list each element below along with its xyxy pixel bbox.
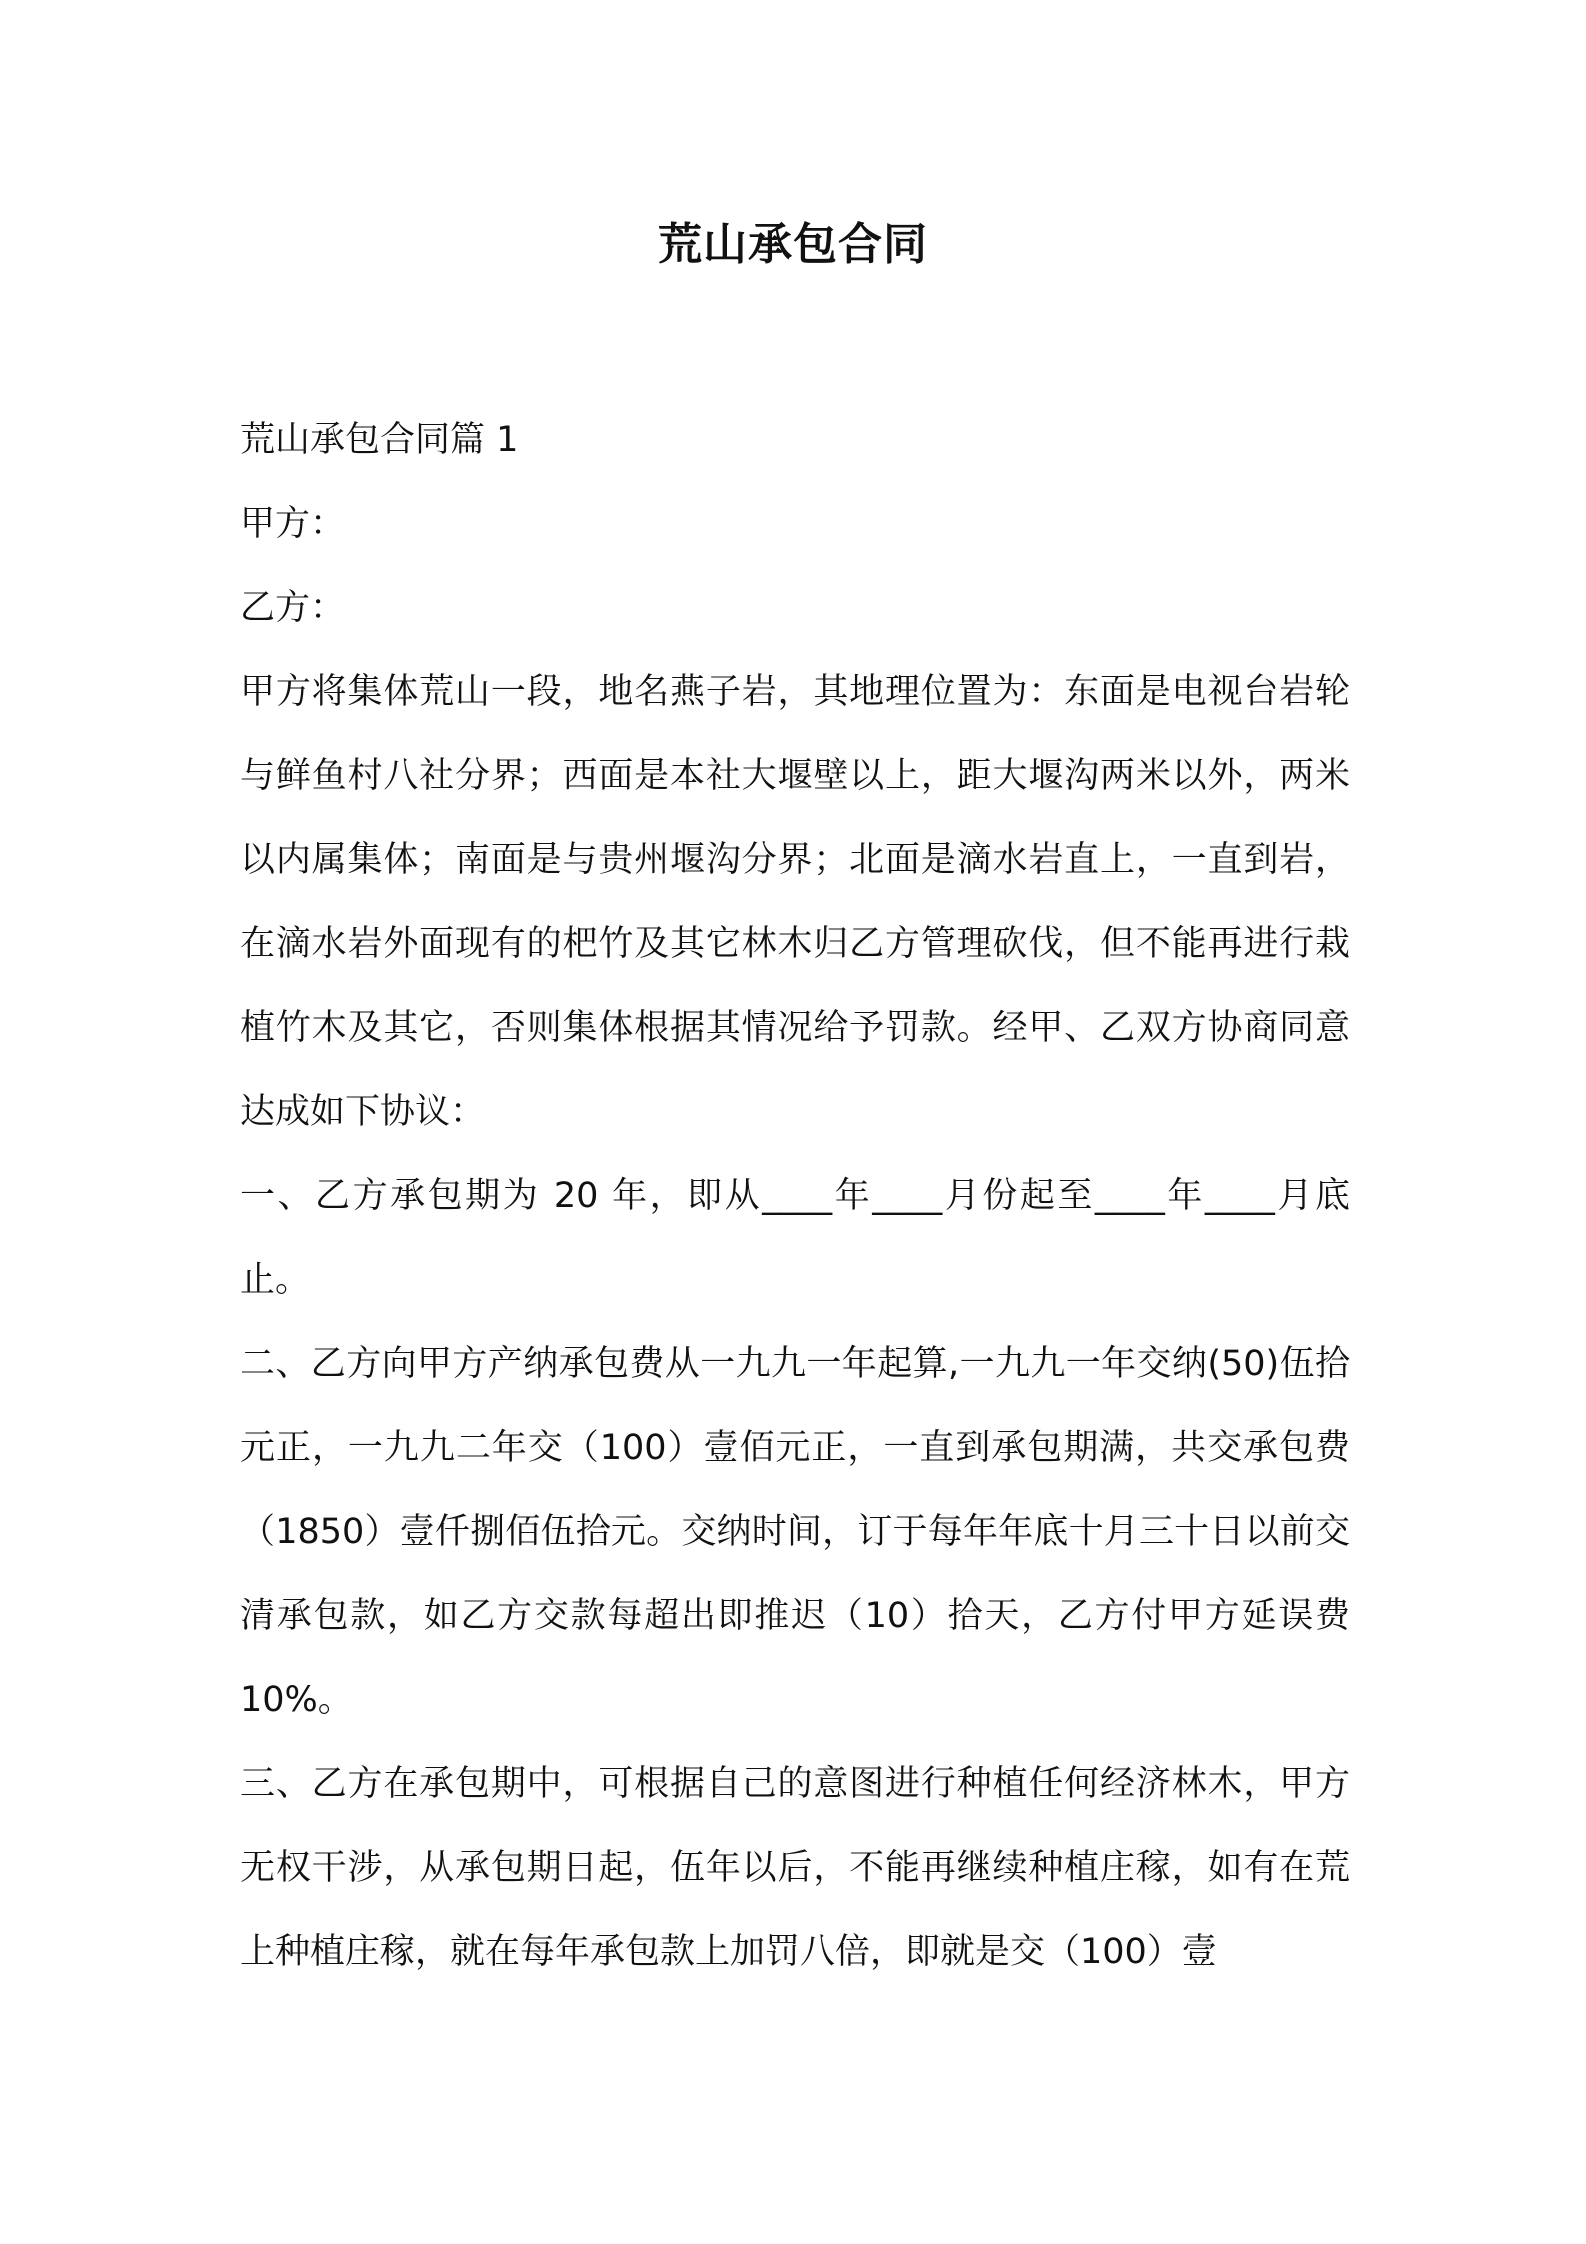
document-title: 荒山承包合同 — [658, 219, 928, 270]
clause-two: 二、乙方向甲方产纳承包费从一九九一年起算,一九九一年交纳(50)伍拾元正，一九九二年交（100）壹佰元正，一直到承包期满，共交承包费（1850）壹仟捌佰伍拾元。交纳时间，订于每年年底十月三十日以前交清承包款，如乙方交款每超出即推迟（10）拾天，乙方付甲方延误费 10%。 — [240, 1344, 1350, 1720]
clause-one: 一、乙方承包期为 20 年，即从____年____月份起至____年____月底止。 — [240, 1176, 1350, 1300]
party-a-line: 甲方： — [240, 504, 346, 544]
section-heading: 荒山承包合同篇 1 — [240, 420, 519, 460]
intro-paragraph: 甲方将集体荒山一段，地名燕子岩，其地理位置为：东面是电视台岩轮与鲜鱼村八社分界；西面是本社大堰壁以上，距大堰沟两米以外，两米以内属集体；南面是与贵州堰沟分界；北面是滴水岩直上，一直到岩，在滴水岩外面现有的杷竹及其它林木归乙方管理砍伐，但不能再进行栽植竹木及其它，否则集体根据其情况给予罚款。经甲、乙双方协商同意达成如下协议： — [240, 672, 1350, 1132]
party-b-line: 乙方： — [240, 588, 346, 628]
clause-three: 三、乙方在承包期中，可根据自己的意图进行种植任何经济林木，甲方无权干涉，从承包期日起，伍年以后，不能再继续种植庄稼，如有在荒上种植庄稼，就在每年承包款上加罚八倍，即就是交（100）壹 — [240, 1764, 1350, 1972]
document-body — [240, 398, 1350, 1994]
